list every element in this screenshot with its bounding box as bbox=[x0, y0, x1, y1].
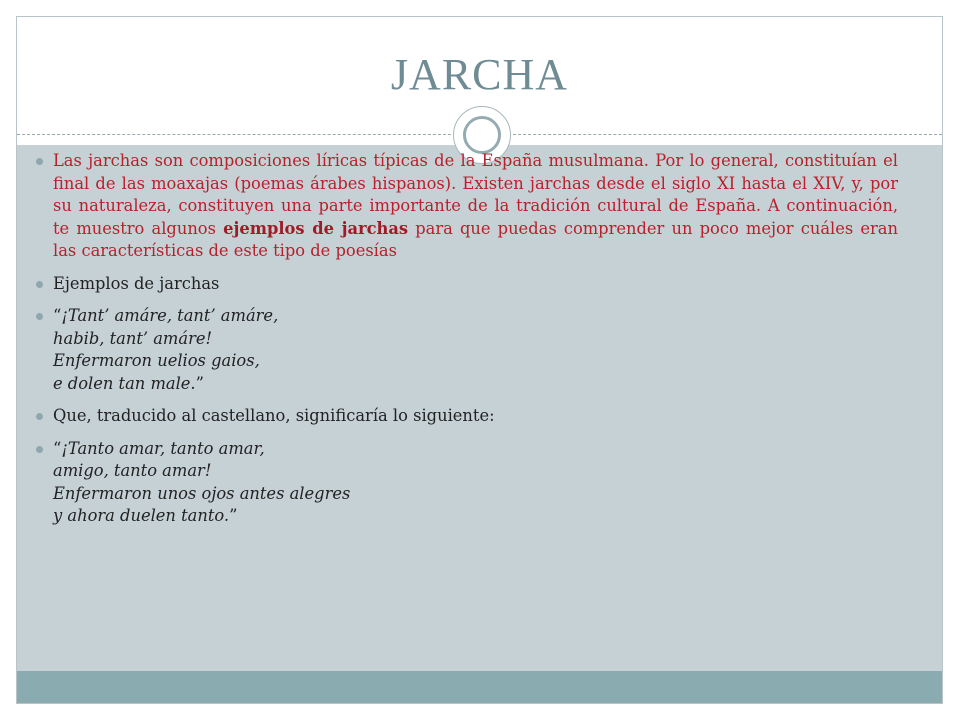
close-quote: ” bbox=[229, 506, 238, 525]
poem-line: habib, tant’ amáre! bbox=[53, 328, 213, 348]
bullet-dot-icon bbox=[36, 313, 43, 320]
intro-highlight: ejemplos de jarchas bbox=[223, 218, 409, 238]
poem-original bbox=[53, 305, 898, 395]
slide-title: JARCHA bbox=[390, 50, 569, 99]
close-quote: ” bbox=[195, 373, 204, 393]
intro-paragraph bbox=[53, 150, 898, 263]
poem-line: amigo, tanto amar! bbox=[53, 461, 212, 480]
list-item-translation-label bbox=[36, 405, 898, 428]
poem-line: Enfermaron uelios gaios, bbox=[53, 351, 260, 370]
translation-label: Que, traducido al castellano, significaría lo siguiente: bbox=[53, 406, 495, 425]
poem-line: Enfermaron unos ojos antes alegres bbox=[53, 483, 351, 503]
list-item-poem-translation bbox=[36, 438, 898, 528]
poem-line-text: e dolen tan male. bbox=[53, 373, 196, 393]
footer-bar bbox=[17, 671, 942, 704]
bullet-list bbox=[36, 150, 898, 538]
list-item-examples bbox=[36, 273, 898, 296]
poem-line-text: ¡Tanto amar, tanto amar, bbox=[61, 438, 265, 458]
poem-line bbox=[53, 373, 898, 396]
list-item-intro bbox=[36, 150, 898, 263]
examples-label: Ejemplos de jarchas bbox=[53, 273, 220, 293]
circle-ring-inner bbox=[463, 116, 501, 154]
bullet-dot-icon bbox=[36, 413, 43, 420]
open-quote: “ bbox=[53, 438, 62, 458]
intro-text-2: para que puedas comprender un poco mejor cuáles eran las características de este tipo de poesías bbox=[53, 218, 898, 260]
open-quote: “ bbox=[53, 306, 62, 325]
poem-line-text: y ahora duelen tanto. bbox=[53, 506, 230, 525]
bullet-dot-icon bbox=[36, 158, 43, 165]
poem-translation bbox=[53, 438, 898, 528]
list-item-poem-original bbox=[36, 305, 898, 395]
poem-line bbox=[53, 505, 898, 528]
bullet-dot-icon bbox=[36, 281, 43, 288]
bullet-dot-icon bbox=[36, 446, 43, 453]
intro-text-1: Las jarchas son composiciones líricas típicas de la España musulmana. Por lo general, constituían el final de las moaxajas (poemas árabes hispanos). Existen jarchas desde el siglo XI hasta el XIV, y, por su naturaleza, constituyen una parte importante de la tradición cultural de España. A continuación, te muestro algunos bbox=[53, 151, 898, 238]
poem-line-text: ¡Tant’ amáre, tant’ amáre, bbox=[61, 306, 279, 325]
poem-line bbox=[53, 438, 898, 461]
poem-line bbox=[53, 305, 898, 328]
